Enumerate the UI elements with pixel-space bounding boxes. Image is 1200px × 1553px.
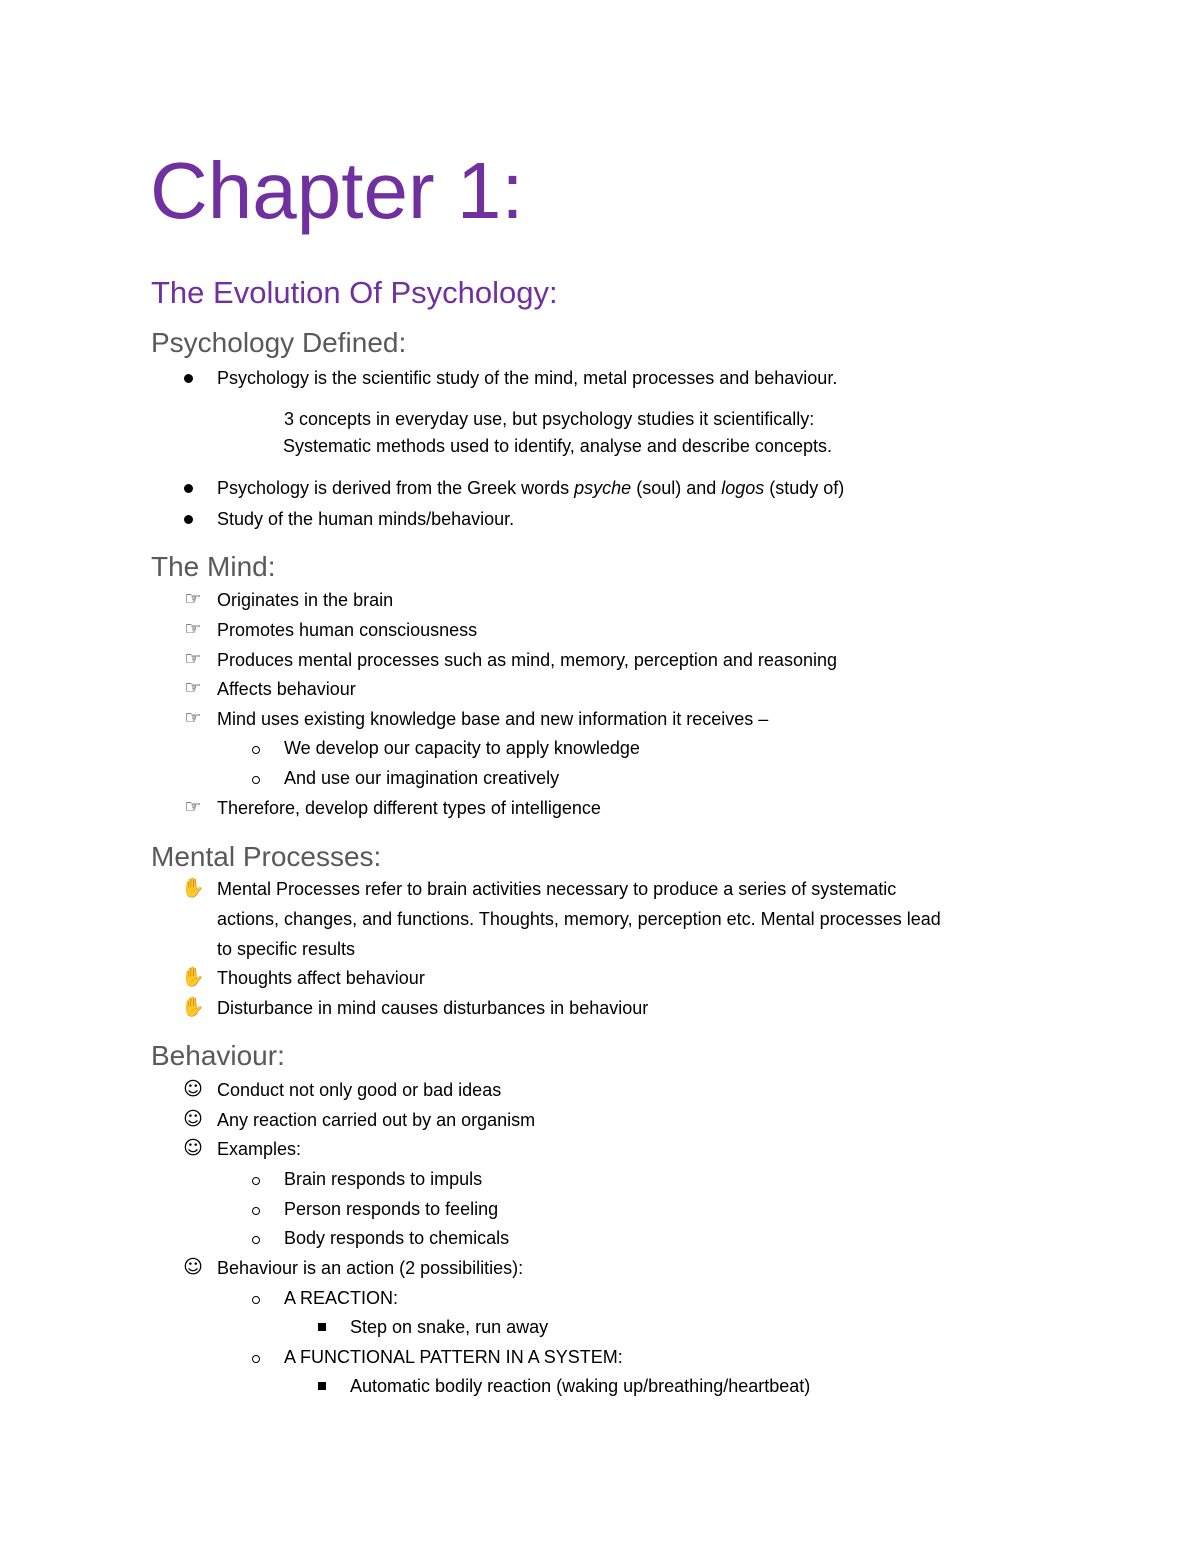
behaviour-item-2: Any reaction carried out by an organism [217,1110,536,1130]
pointing-hand-icon: ☞ [184,618,202,640]
pointing-hand-icon: ☞ [184,707,202,729]
defined-bullet-2-mid: (soul) and [631,478,722,498]
bullet-circle-icon [252,1355,260,1363]
pointing-hand-icon: ☞ [184,677,202,699]
behaviour-item-4: Behaviour is an action (2 possibilities): [217,1258,524,1278]
defined-note-2: Systematic methods used to identify, analyse and describe concepts. [283,436,832,456]
defined-bullet-2-post: (study of) [764,478,845,498]
smiley-icon: ☺ [183,1078,203,1100]
hand-icon: ✋ [181,996,205,1018]
defined-bullet-2-pre: Psychology is derived from the Greek words [217,478,575,498]
mental-heading: Mental Processes: [151,841,382,872]
defined-note-1: 3 concepts in everyday use, but psychology studies it scientifically: [284,409,815,429]
smiley-icon: ☺ [183,1256,203,1278]
bullet-circle-icon [252,1296,260,1304]
bullet-square-icon [318,1382,326,1390]
section-heading: The Evolution Of Psychology: [151,275,558,310]
mind-sub-2: And use our imagination creatively [284,768,560,788]
defined-heading: Psychology Defined: [151,327,407,358]
bullet-circle-icon [252,1236,260,1244]
functional-pattern-example: Automatic bodily reaction (waking up/breathing/heartbeat) [350,1376,811,1396]
mental-item-3: Disturbance in mind causes disturbances in behaviour [217,998,649,1018]
bullet-circle-icon [252,746,260,754]
chapter-title: Chapter 1: [150,146,524,235]
mental-item-1-line-2: actions, changes, and functions. Thoughts, memory, perception etc. Mental processes lead [217,909,941,929]
mental-item-1-line-3: to specific results [217,939,356,959]
mental-item-1-line-1: Mental Processes refer to brain activities necessary to produce a series of systematic [217,879,897,899]
bullet-circle-icon [252,1177,260,1185]
behaviour-item-3: Examples: [217,1139,302,1159]
example-1: Brain responds to impuls [284,1169,483,1189]
behaviour-item-1: Conduct not only good or bad ideas [217,1080,502,1100]
behaviour-heading: Behaviour: [151,1040,285,1071]
mind-item-3: Produces mental processes such as mind, memory, perception and reasoning [217,650,837,670]
defined-bullet-3: Study of the human minds/behaviour. [217,509,515,529]
mind-item-5: Mind uses existing knowledge base and new information it receives – [217,709,769,729]
mental-item-2: Thoughts affect behaviour [217,968,425,988]
word-psyche: psyche [574,478,632,498]
pointing-hand-icon: ☞ [184,796,202,818]
hand-icon: ✋ [181,966,205,988]
defined-bullet-1: Psychology is the scientific study of the mind, metal processes and behaviour. [217,368,838,388]
bullet-dot-icon [184,484,193,493]
mind-last: Therefore, develop different types of intelligence [217,798,601,818]
hand-icon: ✋ [181,877,205,899]
mind-item-2: Promotes human consciousness [217,620,478,640]
bullet-dot-icon [184,374,193,383]
mind-heading: The Mind: [151,551,276,582]
word-logos: logos [721,478,765,498]
mind-item-1: Originates in the brain [217,590,394,610]
example-2: Person responds to feeling [284,1199,499,1219]
bullet-circle-icon [252,1207,260,1215]
example-3: Body responds to chemicals [284,1228,510,1248]
pointing-hand-icon: ☞ [184,648,202,670]
mind-item-4: Affects behaviour [217,679,356,699]
mind-sub-1: We develop our capacity to apply knowledge [284,738,640,758]
defined-bullet-2 [217,476,844,500]
bullet-circle-icon [252,776,260,784]
functional-pattern-heading: A FUNCTIONAL PATTERN IN A SYSTEM: [284,1347,623,1367]
smiley-icon: ☺ [183,1137,203,1159]
smiley-icon: ☺ [183,1108,203,1130]
reaction-example: Step on snake, run away [350,1317,549,1337]
bullet-dot-icon [184,515,193,524]
pointing-hand-icon: ☞ [184,588,202,610]
bullet-square-icon [318,1323,326,1331]
reaction-heading: A REACTION: [284,1288,399,1308]
